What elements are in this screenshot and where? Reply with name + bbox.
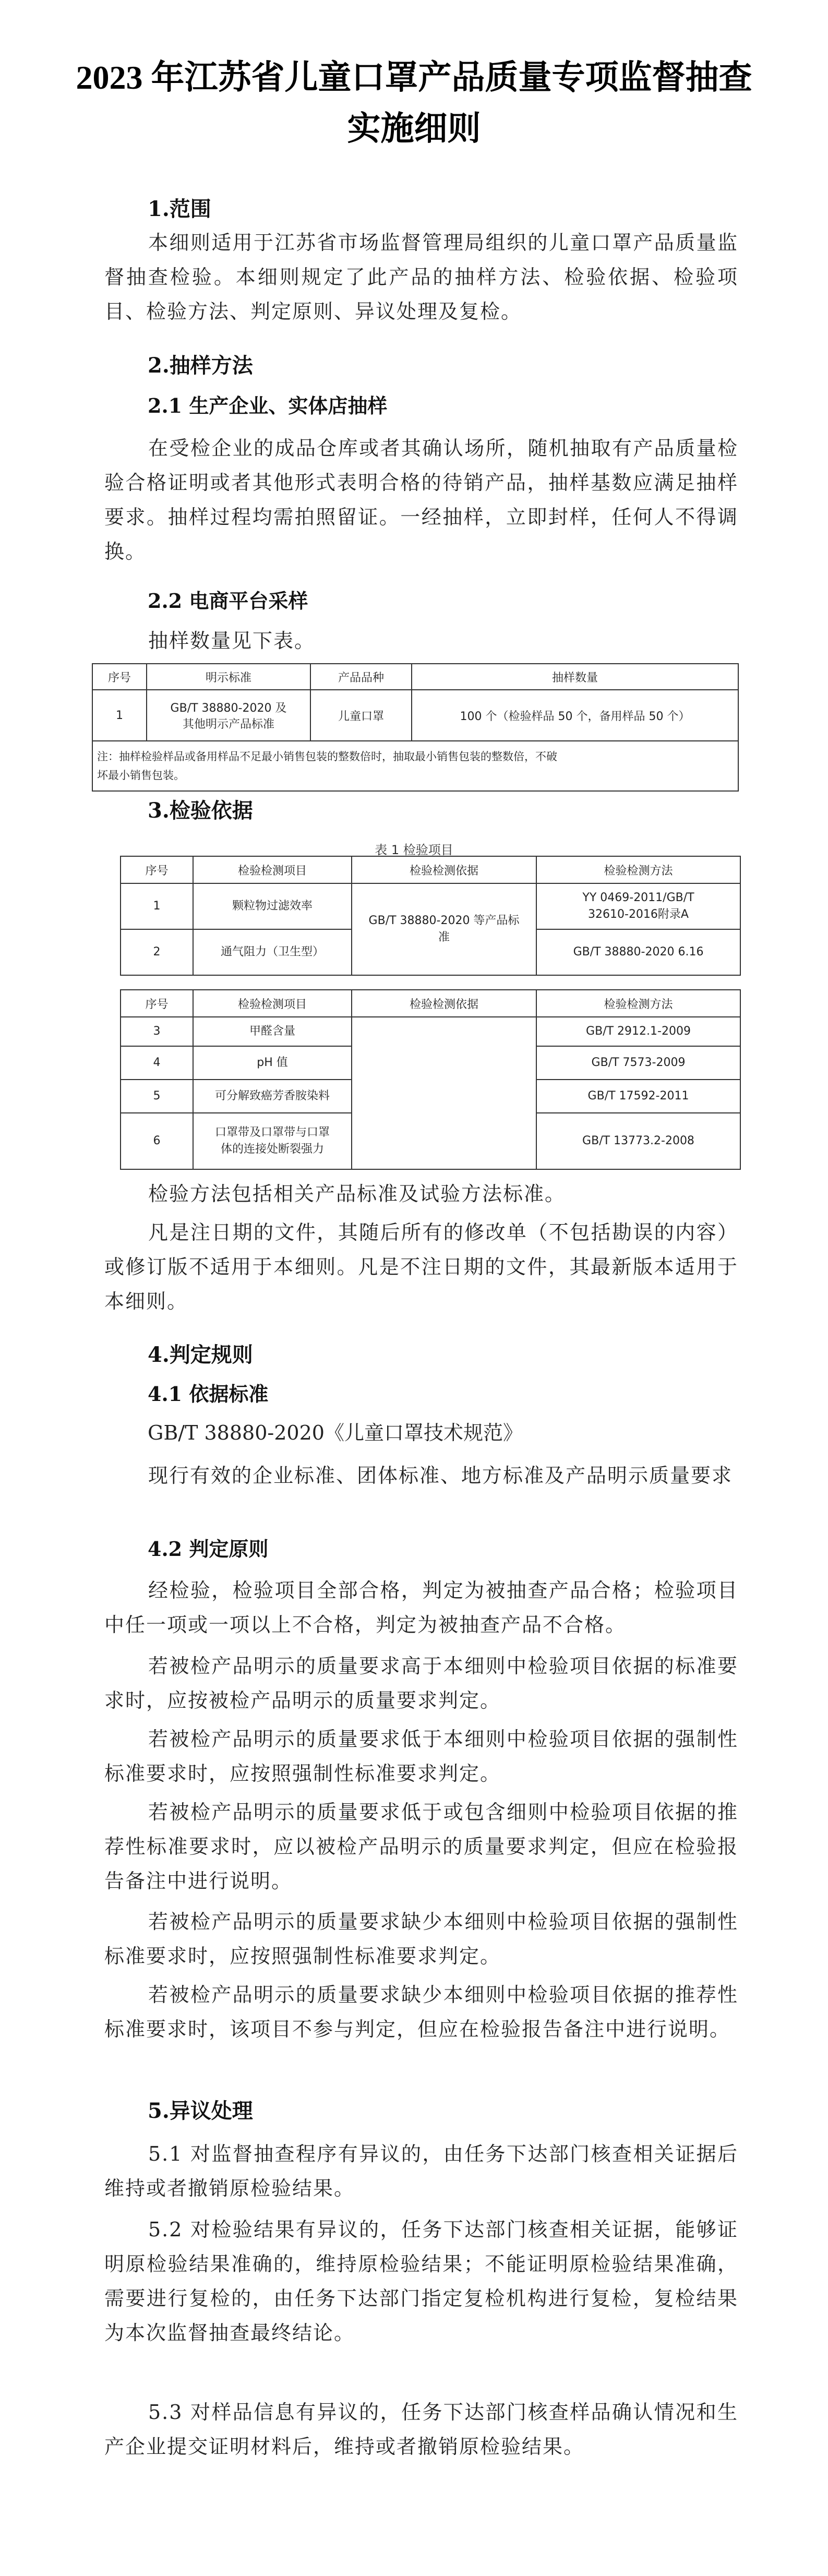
reference-standard: GB/T 38880-2020《儿童口罩技术规范》: [148, 1421, 523, 1444]
table-cell-item: 颗粒物过滤效率: [193, 883, 352, 929]
table-header-cell: 检验检测依据: [352, 990, 536, 1017]
table-cell-no: 1: [92, 690, 147, 741]
section-3-paragraph-2: 凡是注日期的文件，其随后所有的修改单（不包括勘误的内容）或修订版不适用于本细则。凡是不注日期的文件，其最新版本适用于本细则。: [104, 1221, 738, 1313]
table-header-cell: 序号: [92, 664, 147, 690]
table-cell-no: 2: [121, 929, 193, 975]
table-header-cell: 产品品种: [310, 664, 412, 690]
table-cell-no: 5: [121, 1080, 193, 1113]
section-2-1-paragraph: 在受检企业的成品仓库或者其确认场所，随机抽取有产品质量检验合格证明或者其他形式表明合格的待销产品，抽样基数应满足抽样要求。抽样过程均需拍照留证。一经抽样，立即封样，任何人不得调换。: [104, 437, 738, 563]
table-cell-item: pH 值: [193, 1046, 352, 1080]
table-cell-method: GB/T 13773.2-2008: [536, 1113, 740, 1169]
section-2-1-heading: 2.1 生产企业、实体店抽样: [148, 394, 388, 417]
basis-line: 准: [438, 931, 450, 944]
section-5-heading: 5.异议处理: [148, 2099, 253, 2123]
table-cell-no: 3: [121, 1017, 193, 1046]
inspection-table-part1: [120, 856, 741, 976]
judgement-paragraph-4: 若被检产品明示的质量要求低于或包含细则中检验项目依据的推荐性标准要求时，应以被检产品明示的质量要求判定，但应在检验报告备注中进行说明。: [104, 1801, 738, 1892]
standard-line: GB/T 38880-2020 及: [170, 702, 287, 715]
judgement-paragraph-1: 经检验，检验项目全部合格，判定为被抽查产品合格；检验项目中任一项或一项以上不合格，判定为被抽查产品不合格。: [104, 1579, 738, 1636]
table-cell-method: [536, 883, 740, 929]
note-line: 注：抽样检验样品或备用样品不足最小销售包装的整数倍时，抽取最小销售包装的整数倍，不破: [97, 750, 557, 763]
table-header-row: [121, 856, 740, 883]
table-cell-method: GB/T 17592-2011: [536, 1080, 740, 1113]
objection-paragraph-1: 5.1 对监督抽查程序有异议的，由任务下达部门核查相关证据后维持或者撤销原检验结果。: [104, 2142, 738, 2200]
table-cell-method: GB/T 7573-2009: [536, 1046, 740, 1080]
note-line: 坏最小销售包装。: [97, 769, 185, 782]
judgement-paragraph-3: 若被检产品明示的质量要求低于本细则中检验项目依据的强制性标准要求时，应按照强制性标准要求判定。: [104, 1728, 738, 1785]
table-cell-item: 可分解致癌芳香胺染料: [193, 1080, 352, 1113]
table-header-cell: 检验检测方法: [536, 856, 740, 883]
table-header-cell: 检验检测方法: [536, 990, 740, 1017]
table-cell-product: 儿童口罩: [310, 690, 412, 741]
method-line: 32610-2016附录A: [588, 908, 689, 921]
method-line: YY 0469-2011/GB/T: [582, 891, 694, 904]
judgement-paragraph-6: 若被检产品明示的质量要求缺少本细则中检验项目依据的推荐性标准要求时，该项目不参与判定，但应在检验报告备注中进行说明。: [104, 1983, 738, 2041]
section-3-paragraph-1: 检验方法包括相关产品标准及试验方法标准。: [148, 1182, 566, 1205]
table-cell-standard: [147, 690, 310, 741]
judgement-paragraph-2: 若被检产品明示的质量要求高于本细则中检验项目依据的标准要求时，应按被检产品明示的质量要求判定。: [104, 1655, 738, 1712]
table-row: [121, 1017, 740, 1046]
table-header-cell: 明示标准: [147, 664, 310, 690]
table-cell-item: 甲醛含量: [193, 1017, 352, 1046]
section-4-2-heading: 4.2 判定原则: [148, 1537, 269, 1561]
objection-paragraph-2: 5.2 对检验结果有异议的，任务下达部门核查相关证据，能够证明原检验结果准确的，维持原检验结果；不能证明原检验结果准确，需要进行复检的，由任务下达部门指定复检机构进行复检，复检结果为本次监督抽查最终结论。: [104, 2218, 738, 2344]
judgement-paragraph-5: 若被检产品明示的质量要求缺少本细则中检验项目依据的强制性标准要求时，应按照强制性标准要求判定。: [104, 1910, 738, 1968]
section-4-1-heading: 4.1 依据标准: [148, 1382, 269, 1406]
table-header-cell: 序号: [121, 990, 193, 1017]
basis-line: GB/T 38880-2020 等产品标: [368, 914, 520, 927]
table-header-cell: 抽样数量: [412, 664, 738, 690]
item-line: 口罩带及口罩带与口罩: [214, 1126, 330, 1139]
table-cell-method: GB/T 38880-2020 6.16: [536, 929, 740, 975]
section-2-heading: 2.抽样方法: [148, 353, 253, 378]
table-header-cell: 检验检测项目: [193, 856, 352, 883]
objection-paragraph-3: 5.3 对样品信息有异议的，任务下达部门核查样品确认情况和生产企业提交证明材料后，维持或者撤销原检验结果。: [104, 2401, 738, 2458]
document-title-line2: 实施细则: [347, 110, 481, 147]
inspection-table-part2: [120, 989, 741, 1170]
table-cell-item: 通气阻力（卫生型）: [193, 929, 352, 975]
section-2-2-heading: 2.2 电商平台采样: [148, 589, 308, 613]
document-title-line1: 2023 年江苏省儿童口罩产品质量专项监督抽查: [76, 59, 752, 96]
table-cell-method: GB/T 2912.1-2009: [536, 1017, 740, 1046]
table-row: [121, 883, 740, 929]
table-caption: 表 1 检验项目: [375, 843, 453, 857]
table-header-row: [121, 990, 740, 1017]
section-3-heading: 3.检验依据: [148, 798, 253, 823]
table-cell-item: [193, 1113, 352, 1169]
table-header-cell: 检验检测项目: [193, 990, 352, 1017]
section-2-2-paragraph: 抽样数量见下表。: [148, 629, 316, 652]
table-header-cell: 序号: [121, 856, 193, 883]
table-header-row: [92, 664, 738, 690]
table-cell-no: 4: [121, 1046, 193, 1080]
table-cell-basis: [352, 883, 536, 975]
table-cell-basis: [352, 1017, 536, 1169]
table-note-row: [92, 741, 738, 791]
section-1-paragraph: 本细则适用于江苏省市场监督管理局组织的儿童口罩产品质量监督抽查检验。本细则规定了此产品的抽样方法、检验依据、检验项目、检验方法、判定原则、异议处理及复检。: [104, 231, 738, 323]
section-4-1-paragraph: 现行有效的企业标准、团体标准、地方标准及产品明示质量要求: [148, 1464, 733, 1487]
table-cell-no: 6: [121, 1113, 193, 1169]
item-line: 体的连接处断裂强力: [220, 1143, 324, 1156]
table-cell-quantity: 100 个（检验样品 50 个，备用样品 50 个）: [412, 690, 738, 741]
table-row: [92, 690, 738, 741]
table-cell-no: 1: [121, 883, 193, 929]
section-1-heading: 1.范围: [148, 197, 211, 221]
table-note: [92, 741, 738, 791]
sampling-table: [92, 663, 739, 792]
section-4-heading: 4.判定规则: [148, 1343, 253, 1367]
table-header-cell: 检验检测依据: [352, 856, 536, 883]
standard-line: 其他明示产品标准: [182, 718, 274, 731]
